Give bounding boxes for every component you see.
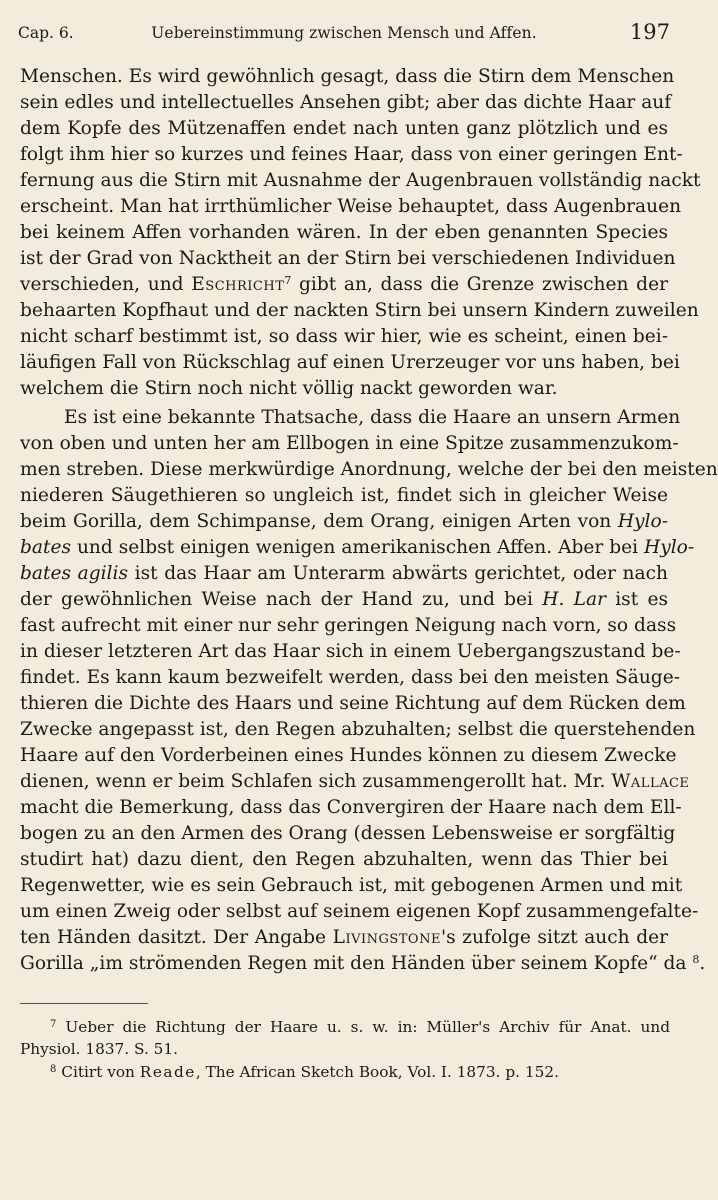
text-line: fernung aus die Stirn mit Ausnahme der Augenbrauen vollständig nackt — [20, 170, 701, 191]
text-run: verschieden, und — [20, 274, 184, 295]
species-name: bates agilis — [20, 563, 128, 584]
text-run: dienen, wenn er beim Schlafen sich zusammengerollt hat. Mr. — [20, 771, 606, 792]
text-line: sein edles und intellectuelles Ansehen gibt; aber das dichte Haar auf — [20, 92, 672, 113]
text-line: Menschen. Es wird gewöhnlich gesagt, dass die Stirn dem Menschen — [20, 66, 675, 87]
text-line — [20, 272, 668, 298]
species-name: Hylo- — [617, 511, 668, 532]
text-run: ist es — [615, 589, 668, 610]
footnote-mark: 7 — [50, 1019, 57, 1030]
text-line: men streben. Diese merkwürdige Anordnung, welche der bei den meisten — [20, 459, 718, 480]
text-line: um einen Zweig oder selbst auf seinem eigenen Kopf zusammengefalte- — [20, 901, 699, 922]
species-name: Hylo- — [644, 537, 695, 558]
running-title: Uebereinstimmung zwischen Mensch und Affen. — [151, 24, 537, 42]
text-run: gibt an, dass die Grenze zwischen der — [299, 274, 668, 295]
species-name: H. Lar — [542, 589, 606, 610]
text-run: beim Gorilla, dem Schimpanse, dem Orang, einigen Arten von — [20, 511, 612, 532]
text-line — [20, 925, 668, 951]
text-run: ist das Haar am Unterarm abwärts gerichtet, oder nach — [134, 563, 668, 584]
text-line: welchem die Stirn noch nicht völlig nackt geworden war. — [20, 378, 558, 399]
text-line: ist der Grad von Nacktheit an der Stirn bei verschiedenen Individuen — [20, 248, 676, 269]
footnote-7-cont: Physiol. 1837. S. 51. — [20, 1040, 178, 1058]
footnote-ref: 8 — [692, 953, 700, 966]
text-line: findet. Es kann kaum bezweifelt werden, dass bei den meisten Säuge- — [20, 667, 680, 688]
footnote-mark: 8 — [50, 1064, 57, 1075]
author-name: Reade — [139, 1063, 196, 1081]
text-line: fast aufrecht mit einer nur sehr geringen Neigung nach vorn, so dass — [20, 615, 677, 636]
text-line: bogen zu an den Armen des Orang (dessen Lebensweise er sorgfältig — [20, 823, 676, 844]
footnote-8 — [20, 1061, 670, 1083]
text-line: bei keinem Affen vorhanden wären. In der eben genannten Species — [20, 222, 668, 243]
text-run: Gorilla „im strömenden Regen mit den Händen über seinem Kopfe“ da — [20, 953, 687, 974]
text-line: in dieser letzteren Art das Haar sich in einem Uebergangszustand be- — [20, 641, 681, 662]
text-line — [20, 951, 706, 977]
text-line — [20, 535, 695, 561]
footnote-7 — [20, 1016, 670, 1038]
text-line — [20, 769, 690, 795]
species-name: bates — [20, 537, 72, 558]
text-line: Haare auf den Vorderbeinen eines Hundes können zu diesem Zwecke — [20, 745, 677, 766]
text-line — [20, 587, 668, 613]
text-line: erscheint. Man hat irrthümlicher Weise behauptet, dass Augenbrauen — [20, 196, 682, 217]
author-name: Wallace — [611, 771, 690, 792]
text-run: . — [699, 953, 706, 974]
text-run: der gewöhnlichen Weise nach der Hand zu, und bei — [20, 589, 533, 610]
text-line: Zwecke angepasst ist, den Regen abzuhalten; selbst die querstehenden — [20, 719, 696, 740]
text-line: thieren die Dichte des Haars und seine Richtung auf dem Rücken dem — [20, 693, 686, 714]
text-line: Regenwetter, wie es sein Gebrauch ist, mit gebogenen Armen und mit — [20, 875, 683, 896]
running-header — [18, 22, 670, 52]
footnote-text: Ueber die Richtung der Haare u. s. w. in: Müller's Archiv für Anat. und — [65, 1018, 670, 1036]
text-line: niederen Säugethieren so ungleich ist, findet sich in gleicher Weise — [20, 485, 668, 506]
text-line: macht die Bemerkung, dass das Convergiren der Haare nach dem Ell- — [20, 797, 682, 818]
author-name: Livingstone — [332, 927, 441, 948]
text-line: Es ist eine bekannte Thatsache, dass die Haare an unsern Armen — [64, 407, 681, 428]
text-line: von oben und unten her am Ellbogen in eine Spitze zusammenzukom- — [20, 433, 679, 454]
text-run: und selbst einigen wenigen amerikanischen Affen. Aber bei — [76, 537, 639, 558]
text-run: ten Händen dasitzt. Der Angabe — [20, 927, 327, 948]
footnote-rule — [20, 1003, 148, 1004]
page-number: 197 — [629, 20, 670, 44]
text-line: behaarten Kopfhaut und der nackten Stirn bei unsern Kindern zuweilen — [20, 300, 699, 321]
text-run: 's zufolge sitzt auch der — [440, 927, 668, 948]
text-line: studirt hat) dazu dient, den Regen abzuhalten, wenn das Thier bei — [20, 849, 668, 870]
author-name: Eschricht — [191, 274, 285, 295]
text-line: folgt ihm hier so kurzes und feines Haar, dass von einer geringen Ent- — [20, 144, 683, 165]
text-line: dem Kopfe des Mützenaffen endet nach unten ganz plötzlich und es — [20, 118, 668, 139]
footnote-text: Citirt von — [61, 1063, 135, 1081]
footnote-ref: 7 — [284, 274, 292, 287]
text-line: nicht scharf bestimmt ist, so dass wir hier, wie es scheint, einen bei- — [20, 326, 668, 347]
chapter-label: Cap. 6. — [18, 24, 74, 42]
text-line: läufigen Fall von Rückschlag auf einen Urerzeuger vor uns haben, bei — [20, 352, 680, 373]
footnote-text: , The African Sketch Book, Vol. I. 1873. p. 152. — [195, 1063, 559, 1081]
text-line — [20, 509, 668, 535]
text-line — [20, 561, 668, 587]
